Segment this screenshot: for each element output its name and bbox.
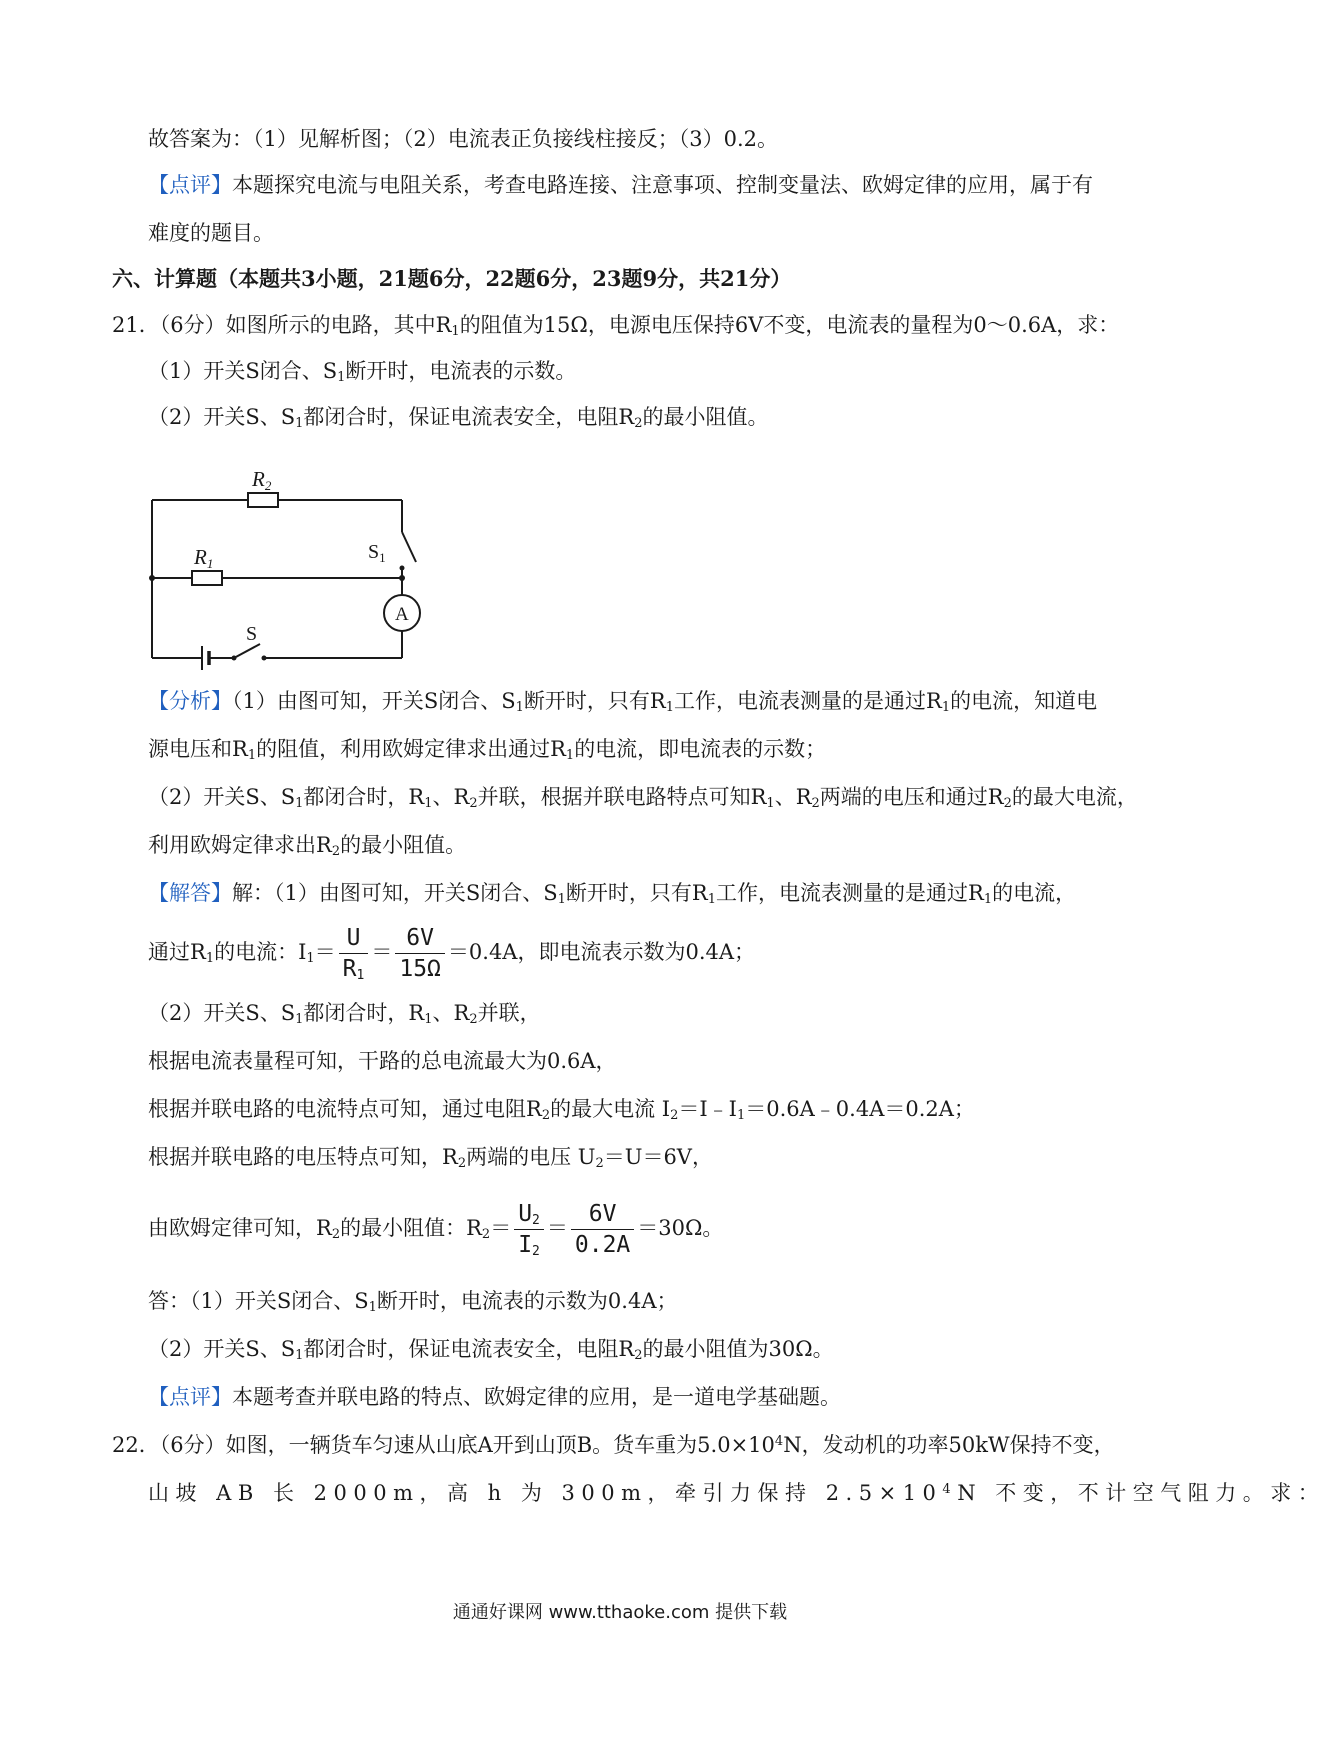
answer-line-1: 答：（1）开关S闭合、$S_1$断开时，电流表的示数为0.4A；: [148, 1289, 678, 1315]
review-tag: 【点评】: [148, 173, 232, 197]
solution-line-2: 通过$R_1$的电流：$I_1=$ $\frac{U}{R_1}$ ＝ $\frac{6V}{15\Omega}$ ＝0.4A，即电流表示数为0.4A；: [148, 925, 756, 983]
analysis-line-1: 【分析】（1）由图可知，开关S闭合、$S_1$断开时，只有$R_1$工作，电流表测量的是通过$R_1$的电流，知道电: [148, 689, 1098, 715]
review-paragraph-1: 【点评】本题探究电流与电阻关系，考查电路连接、注意事项、控制变量法、欧姆定律的应用，属于有: [148, 173, 1093, 197]
r2-label: R2: [252, 467, 272, 493]
fraction-u2-over-i2: $\frac{U_2}{I_2}$: [514, 1199, 544, 1260]
fraction-6v-over-15ohm: $\frac{6V}{15\Omega}$: [395, 923, 445, 984]
resistor-r2-symbol: [248, 493, 278, 507]
answer-summary: 故答案为：（1）见解析图；（2）电流表正负接线柱接反；（3）0.2。: [148, 127, 778, 151]
fraction-6v-over-0.2a: $\frac{6V}{0.2A}$: [571, 1199, 634, 1260]
answer-line-2: （2）开关S、$S_1$都闭合时，保证电流表安全，电阻$R_2$的最小阻值为30Ω。: [148, 1337, 834, 1363]
resistor-r1-symbol: [192, 571, 222, 585]
r1-label: R1: [194, 545, 214, 571]
s-label: S: [246, 623, 258, 645]
solution-tag: 【解答】: [148, 881, 232, 905]
solution-line-3: （2）开关S、$S_1$都闭合时，$R_1$、$R_2$并联，: [148, 1001, 541, 1027]
switch-s-blade: [234, 644, 260, 658]
circuit-diagram: [130, 458, 430, 668]
solution-line-1: 【解答】解：（1）由图可知，开关S闭合、$S_1$断开时，只有$R_1$工作，电流表测量的是通过$R_1$的电流，: [148, 881, 1077, 907]
question-21-part2: （2）开关S、$S_1$都闭合时，保证电流表安全，电阻$R_2$的最小阻值。: [148, 405, 769, 431]
analysis-tag: 【分析】: [148, 689, 232, 713]
analysis-line-2: 源电压和$R_1$的阻值，利用欧姆定律求出通过$R_1$的电流，即电流表的示数；: [148, 737, 827, 763]
review-tag-2: 【点评】: [148, 1385, 232, 1409]
review-paragraph-1-cont: 难度的题目。: [148, 221, 274, 245]
ammeter-label: A: [395, 604, 409, 625]
question-21: 21．（6分）如图所示的电路，其中$R_1$的阻值为15Ω，电源电压保持6V不变，电流表的量程为0～0.6A，求：: [112, 313, 1120, 339]
question-22-cont: 山坡 AB 长 2000m，高 h 为 300m，牵引力保持 $2.5\times 10^4N$ 不变，不计空气阻力。求：: [148, 1481, 1325, 1505]
switch-s-contact: [262, 656, 267, 661]
solution-line-6: 根据并联电路的电压特点可知，$R_2$两端的电压 $U_2=U=6V$，: [148, 1145, 713, 1171]
section-heading: 六、计算题（本题共3小题，21题6分，22题6分，23题9分，共21分）: [112, 266, 792, 291]
junction-left: [149, 575, 155, 581]
solution-line-4: 根据电流表量程可知，干路的总电流最大为0.6A，: [148, 1049, 617, 1073]
review-paragraph-2: 【点评】本题考查并联电路的特点、欧姆定律的应用，是一道电学基础题。: [148, 1385, 841, 1409]
solution-line-7: 由欧姆定律可知，$R_2$的最小阻值：$R_2=$ $\frac{U_2}{I_2}$ ＝ $\frac{6V}{0.2A}$ ＝30Ω。: [148, 1201, 724, 1259]
solution-line-5: 根据并联电路的电流特点可知，通过电阻$R_2$的最大电流 $I_2=I﹣I_1=0.6A﹣0.4A=0.2A$；: [148, 1097, 975, 1123]
analysis-line-4: 利用欧姆定律求出$R_2$的最小阻值。: [148, 833, 467, 859]
switch-s1-blade: [402, 532, 416, 562]
fraction-u-over-r1: $\frac{U}{R_1}$: [339, 923, 369, 984]
s1-label: $S_1$: [368, 541, 386, 565]
question-22: 22．（6分）如图，一辆货车匀速从山底A开到山顶B。货车重为$5.0\times 10^4N$，发动机的功率50kW保持不变，: [112, 1433, 1115, 1457]
junction-right: [399, 575, 405, 581]
analysis-line-3: （2）开关S、$S_1$都闭合时，$R_1$、$R_2$并联，根据并联电路特点可知$R_1$、$R_2$两端的电压和通过$R_2$的最大电流，: [148, 785, 1138, 811]
switch-s-pivot: [232, 656, 237, 661]
question-21-part1: （1）开关S闭合、$S_1$断开时，电流表的示数。: [148, 359, 577, 385]
switch-s1-contact: [400, 566, 405, 571]
page-footer: 通通好课网 www.tthaoke.com 提供下载: [452, 1602, 788, 1623]
